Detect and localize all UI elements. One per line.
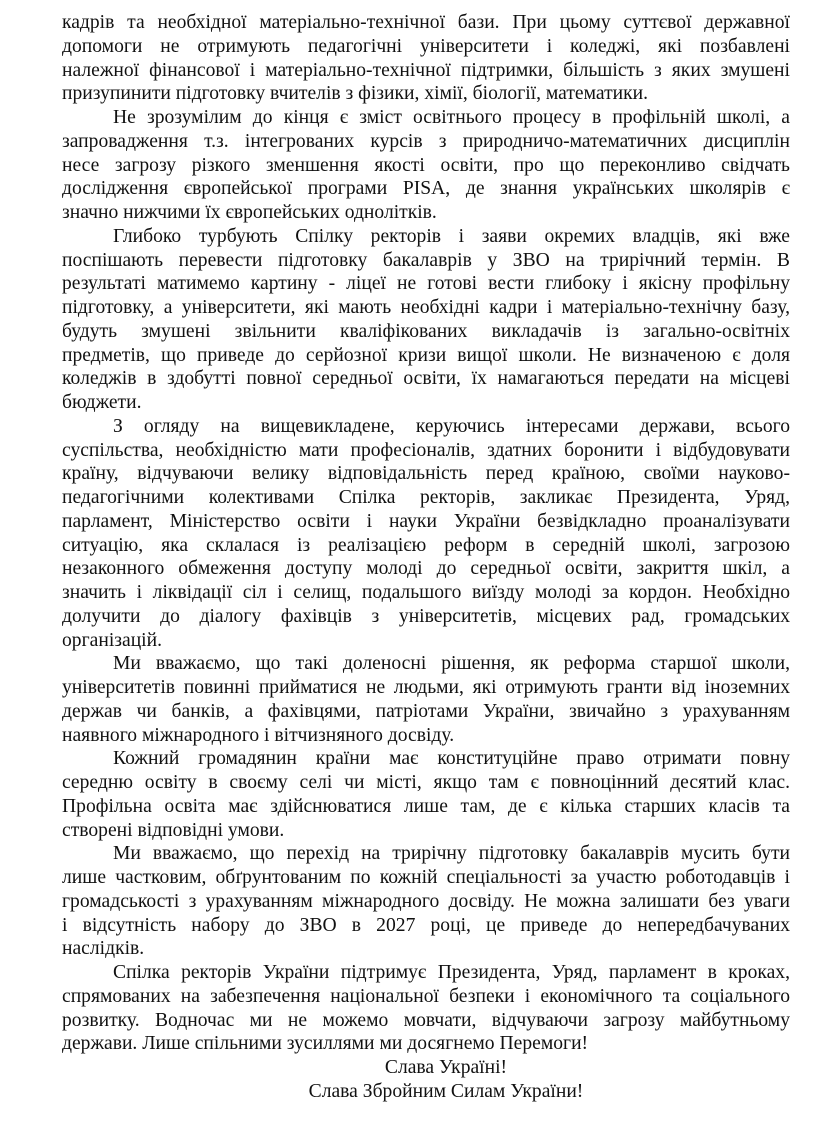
text-line: спрямованих на забезпечення національної безпеки і економічного та соціального bbox=[62, 985, 790, 1007]
paragraph-6 bbox=[62, 747, 790, 842]
text-line: педагогічними колективами Спілка ректорів, закликає Президента, Уряд, bbox=[62, 487, 790, 508]
text-line: запровадження т.з. інтегрованих курсів з природничо-математичних дисциплін bbox=[62, 130, 790, 152]
text-line: коледжів в здобутті повної середньої освіти, їх намагаються передати на місцеві bbox=[62, 368, 790, 390]
text-line: кадрів та необхідної матеріально-технічної бази. При цьому суттєвої державної bbox=[62, 12, 790, 33]
text-line: Ми вважаємо, що перехід на трирічну підготовку бакалаврів мусить бути bbox=[113, 843, 790, 865]
text-line: поспішають перевести підготовку бакалаврів у ЗВО на трирічний термін. В bbox=[62, 249, 790, 271]
text-line: Кожний громадянин країни має конституційне право отримати повну bbox=[113, 748, 790, 770]
text-line: Спілка ректорів України підтримує Президента, Уряд, парламент в кроках, bbox=[113, 962, 790, 983]
text-line: створені відповідні умови. bbox=[62, 819, 285, 841]
text-line: Профільна освіта має здійснюватися лише там, де є кілька старших класів та bbox=[62, 795, 790, 817]
text-line: результаті матимемо картину - ліцеї не готові вести глибоку і якісну профільну bbox=[62, 273, 790, 295]
paragraph-4 bbox=[62, 415, 790, 653]
text-line: несе загрозу різкого зменшення якості освіти, про що переконливо свідчать bbox=[62, 154, 790, 176]
paragraph-2 bbox=[62, 106, 790, 225]
text-line: долучити до діалогу фахівців з університетів, місцевих рад, громадських bbox=[62, 605, 790, 627]
paragraph-7 bbox=[62, 842, 790, 961]
text-line: парламент, Міністерство освіти і науки України безвідкладно проаналізувати bbox=[62, 510, 790, 532]
text-line: ситуацію, яка склалася із реалізацією реформ в середній школі, загрозою bbox=[62, 534, 790, 556]
text-line: З огляду на вищевикладене, керуючись інтересами держави, всього bbox=[113, 415, 790, 437]
text-line: дослідження європейської програми PISA, де знання українських школярів є bbox=[62, 178, 790, 200]
paragraph-5 bbox=[62, 652, 790, 747]
paragraph-3 bbox=[62, 225, 790, 415]
paragraph-1 bbox=[62, 11, 790, 106]
slogan-glory-ukraine: Слава Україні! bbox=[384, 1057, 508, 1078]
text-line: значить і ліквідації сіл і селищ, подальшого виїзду молоді за кордон. Необхідно bbox=[62, 582, 790, 603]
closing-slogans bbox=[62, 1056, 790, 1104]
text-line: лише частковим, обґрунтованим по кожній спеціальності за участю роботодавців і bbox=[62, 867, 790, 888]
text-line: предметів, що приведе до серйозної кризи вищої школи. Не визначеною є доля bbox=[62, 344, 790, 366]
text-line: Ми вважаємо, що такі доленосні рішення, як реформа старшої школи, bbox=[113, 653, 790, 675]
text-line: наявного міжнародного і вітчизняного досвіду. bbox=[62, 724, 455, 746]
text-line: громадськості з урахуванням міжнародного досвіду. Не можна залишати без уваги bbox=[62, 890, 790, 912]
text-line: підготовку, а університети, які мають необхідні кадри і матеріально-технічну базу, bbox=[62, 297, 790, 318]
text-line: допомоги не отримують педагогічні університети і коледжі, які позбавлені bbox=[62, 35, 790, 57]
text-line: держави. Лише спільними зусиллями ми досягнемо Перемоги! bbox=[62, 1033, 589, 1055]
text-line: Не зрозумілим до кінця є зміст освітнього процесу в профільній школі, а bbox=[113, 107, 790, 128]
text-line: суспільства, необхідністю мати професіоналів, здатних боронити і відбудовувати bbox=[62, 439, 790, 461]
text-line: призупинити підготовку вчителів з фізики, хімії, біології, математики. bbox=[62, 83, 649, 105]
text-line: значно нижчими їх європейських однолітків. bbox=[62, 202, 437, 223]
text-line: організацій. bbox=[62, 629, 163, 651]
text-line: бюджети. bbox=[62, 392, 142, 413]
text-line: наслідків. bbox=[62, 938, 145, 960]
text-line: держав чи банків, а фахівцями, патріотами України, звичайно з урахуванням bbox=[62, 700, 790, 722]
text-line: університетів повинні прийматися не людьми, які отримують гранти від іноземних bbox=[62, 677, 790, 698]
slogan-glory-armed-forces: Слава Збройним Силам України! bbox=[308, 1080, 584, 1102]
text-line: незаконного обмеження доступу молоді до середньої освіти, закриття шкіл, а bbox=[62, 558, 790, 580]
text-line: належної фінансової і матеріально-технічної підтримки, більшість з яких змушені bbox=[62, 59, 790, 81]
text-line: країну, відчуваючи велику відповідальність перед країною, своїми науково- bbox=[62, 463, 790, 485]
document-page bbox=[62, 11, 790, 1104]
text-line: розвитку. Водночас ми не можемо мовчати, відчуваючи загрозу майбутньому bbox=[62, 1009, 790, 1031]
paragraph-8 bbox=[62, 961, 790, 1056]
text-line: Глибоко турбують Спілку ректорів і заяви окремих владців, які вже bbox=[113, 225, 790, 247]
text-line: будуть змушені звільнити кваліфікованих викладачів із загально-освітніх bbox=[62, 320, 790, 342]
text-line: середню освіту в своєму селі чи місті, якщо там є повноцінний десятий клас. bbox=[62, 772, 790, 793]
text-line: і відсутність набору до ЗВО в 2027 році, це приведе до непередбачуваних bbox=[62, 914, 790, 936]
